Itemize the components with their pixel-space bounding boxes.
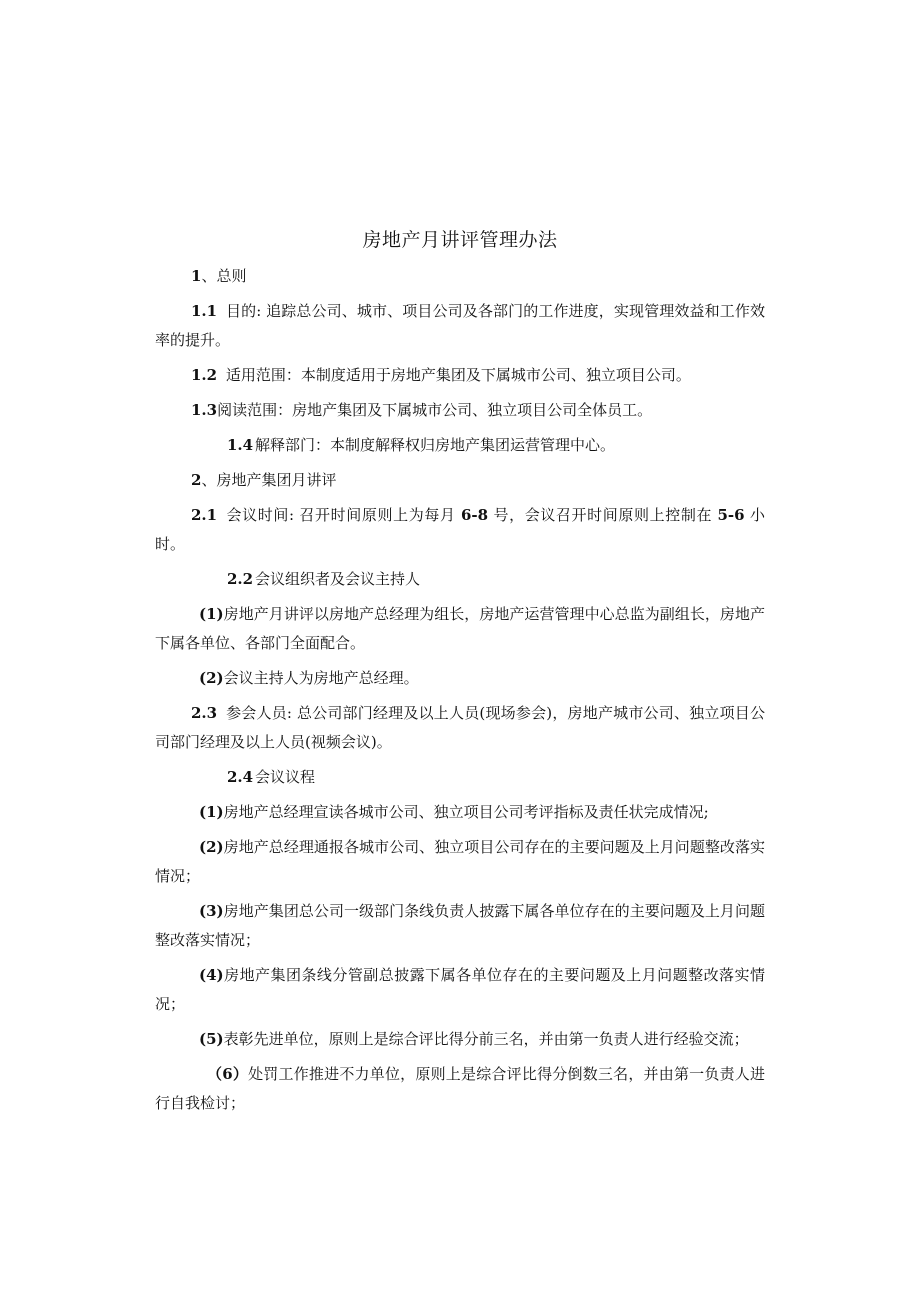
item-text: 处罚工作推进不力单位，原则上是综合评比得分倒数三名，并由第一负责人进行自我检讨； <box>155 1065 765 1112</box>
document-title: 房地产月讲评管理办法 <box>362 229 558 251</box>
agenda-item-5 <box>155 1025 765 1054</box>
day-range: 6-8 <box>460 506 489 524</box>
item-number: (5) <box>199 1030 224 1048</box>
section-text: 、房地产集团月讲评 <box>201 471 337 489</box>
clause-number: 2.2 <box>227 570 254 588</box>
clause-text: 目的: 追踪总公司、城市、项目公司及各部门的工作进度，实现管理效益和工作效率的提升。 <box>155 302 765 349</box>
clause-number: 1.4 <box>227 436 254 454</box>
item-number: （6） <box>207 1065 249 1083</box>
section-text: 、总则 <box>201 267 247 285</box>
item-number: (4) <box>199 966 224 984</box>
clause-1-1 <box>155 297 765 355</box>
item-text: 房地产集团条线分管副总披露下属各单位存在的主要问题及上月问题整改落实情况； <box>155 966 765 1013</box>
clause-2-2-2 <box>155 664 765 693</box>
clause-number: 2.1 <box>191 506 218 524</box>
agenda-item-4 <box>155 961 765 1019</box>
item-number: (1) <box>199 803 224 821</box>
item-text: 房地产总经理通报各城市公司、独立项目公司存在的主要问题及上月问题整改落实情况； <box>155 838 765 885</box>
clause-text-a: 会议时间: 召开时间原则上为每月 <box>226 506 461 524</box>
item-number: (2) <box>199 838 224 856</box>
clause-text: 会议议程 <box>255 768 316 786</box>
clause-text: 适用范围：本制度适用于房地产集团及下属城市公司、独立项目公司。 <box>225 366 691 384</box>
clause-2-2-1 <box>155 600 765 658</box>
clause-text: 解释部门：本制度解释权归房地产集团运营管理中心。 <box>255 436 616 454</box>
section-number: 1 <box>191 267 202 285</box>
clause-2-1 <box>155 501 765 559</box>
agenda-item-6 <box>155 1060 765 1118</box>
clause-number: 2.4 <box>227 768 254 786</box>
clause-text-c: 小时。 <box>155 506 765 553</box>
item-text: 房地产总经理宣读各城市公司、独立项目公司考评指标及责任状完成情况; <box>223 803 709 821</box>
section-number: 2 <box>191 471 202 489</box>
item-text: 会议主持人为房地产总经理。 <box>223 669 419 687</box>
item-text: 房地产月讲评以房地产总经理为组长，房地产运营管理中心总监为副组长，房地产下属各单位、各部门全面配合。 <box>155 605 765 652</box>
clause-1-3 <box>155 396 765 425</box>
clause-2-4 <box>155 763 765 792</box>
document-page <box>155 226 765 1124</box>
agenda-item-1 <box>155 798 765 827</box>
clause-1-2 <box>155 361 765 390</box>
clause-number: 1.3 <box>191 401 218 419</box>
agenda-item-2 <box>155 833 765 891</box>
hour-range: 5-6 <box>717 506 745 524</box>
clause-number: 1.2 <box>191 366 218 384</box>
clause-2-3 <box>155 699 765 757</box>
section-2-heading <box>155 466 765 495</box>
clause-number: 2.3 <box>191 704 218 722</box>
clause-text-b: 号，会议召开时间原则上控制在 <box>488 506 718 524</box>
clause-text: 阅读范围：房地产集团及下属城市公司、独立项目公司全体员工。 <box>217 401 653 419</box>
item-number: (3) <box>199 902 224 920</box>
clause-1-4 <box>155 431 765 460</box>
clause-number: 1.1 <box>191 302 218 320</box>
item-text: 房地产集团总公司一级部门条线负责人披露下属各单位存在的主要问题及上月问题整改落实情况； <box>155 902 765 949</box>
clause-2-2 <box>155 565 765 594</box>
item-number: (1) <box>199 605 224 623</box>
clause-text: 参会人员: 总公司部门经理及以上人员(现场参会)，房地产城市公司、独立项目公司部门经理及以上人员(视频会议)。 <box>155 704 765 751</box>
agenda-item-3 <box>155 897 765 955</box>
section-1-heading <box>155 262 765 291</box>
clause-text: 会议组织者及会议主持人 <box>255 570 421 588</box>
item-number: (2) <box>199 669 224 687</box>
item-text: 表彰先进单位，原则上是综合评比得分前三名，并由第一负责人进行经验交流； <box>223 1030 749 1048</box>
